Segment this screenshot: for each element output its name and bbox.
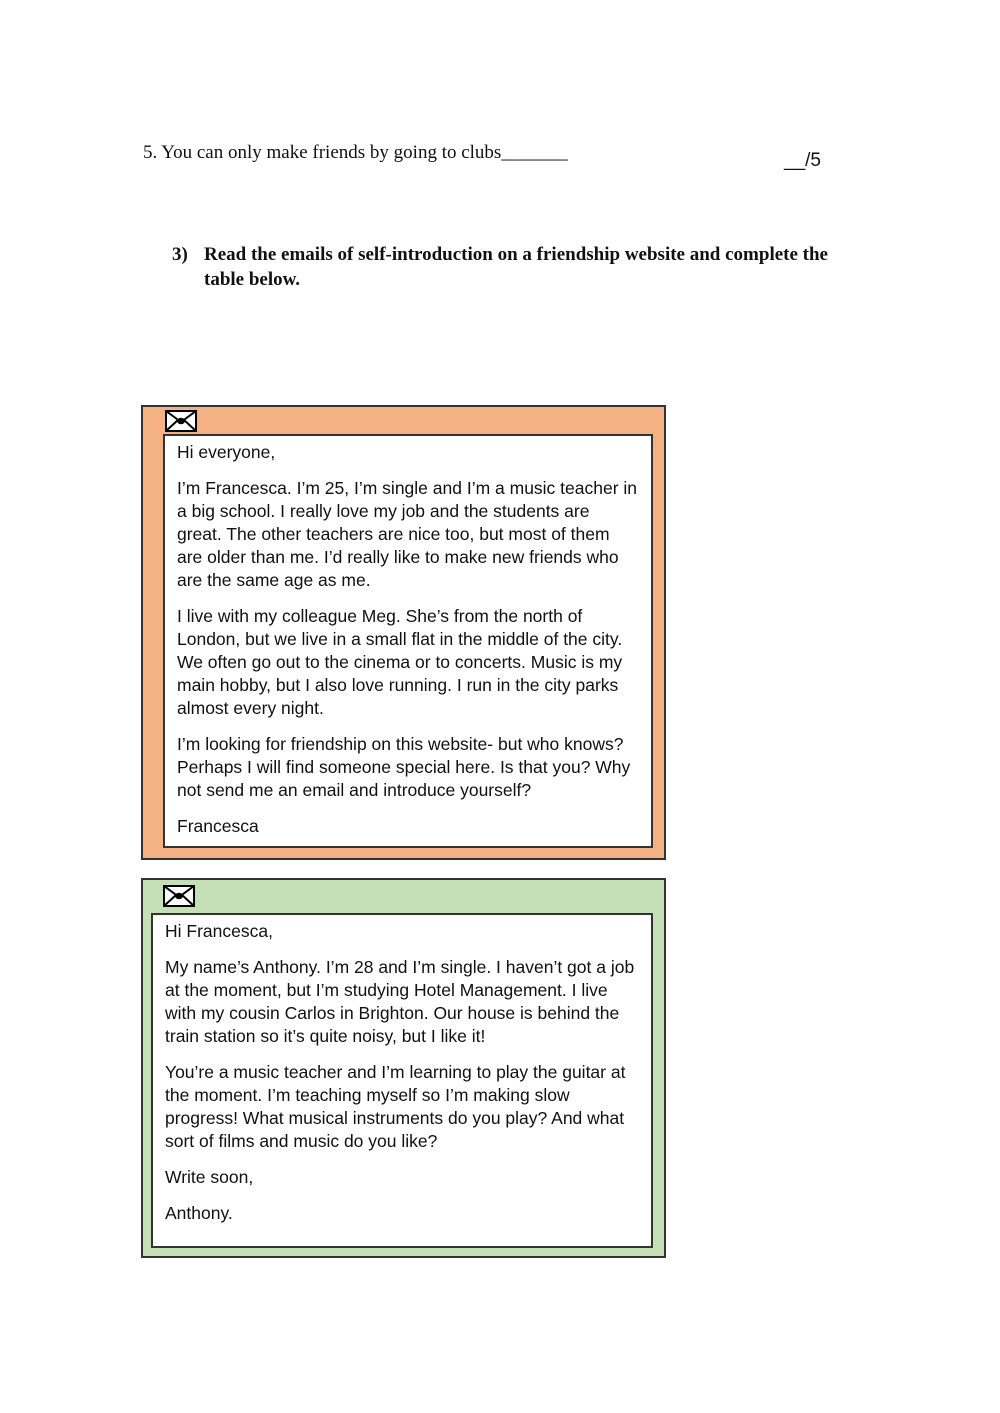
email-greeting: Hi Francesca, <box>165 921 273 941</box>
email-francesca <box>141 405 666 860</box>
question-5-text: 5. You can only make friends by going to clubs_______ <box>143 142 568 163</box>
email-paragraph: I’m Francesca. I’m 25, I’m single and I’m a music teacher in a big school. I really love my job and the students are great. The other teachers are nice too, but most of them are older than me. I’d really like to make new friends who are the same age as me. <box>177 478 638 590</box>
email-closing: Write soon, <box>165 1167 254 1187</box>
envelope-icon <box>163 885 195 907</box>
email-body <box>151 913 653 1248</box>
email-paragraph: I’m looking for friendship on this website- but who knows? Perhaps I will find someone special here. Is that you? Why not send me an email and introduce yourself? <box>177 734 631 800</box>
email-paragraph: You’re a music teacher and I’m learning to play the guitar at the moment. I’m teaching myself so I’m making slow progress! What musical instruments do you play? And what sort of films and music do you like? <box>165 1062 626 1151</box>
email-signature: Francesca <box>177 816 259 836</box>
email-signature: Anthony. <box>165 1203 233 1223</box>
task-text: Read the emails of self-introduction on a friendship website and complete the table below. <box>204 244 828 290</box>
task-number: 3) <box>172 244 188 265</box>
email-paragraph: My name’s Anthony. I’m 28 and I’m single. I haven’t got a job at the moment, but I’m studying Hotel Management. I live with my cousin Carlos in Brighton. Our house is behind the train station so it’s quite noisy, but I like it! <box>165 957 635 1046</box>
email-anthony <box>141 878 666 1258</box>
score-blank: __/5 <box>784 150 821 171</box>
envelope-icon <box>165 410 197 432</box>
email-greeting: Hi everyone, <box>177 442 276 462</box>
task-instruction <box>172 242 852 292</box>
email-paragraph: I live with my colleague Meg. She’s from the north of London, but we live in a small flat in the middle of the city. We often go out to the cinema or to concerts. Music is my main hobby, but I also love running. I run in the city parks almost every night. <box>177 606 623 718</box>
email-body <box>163 434 653 848</box>
